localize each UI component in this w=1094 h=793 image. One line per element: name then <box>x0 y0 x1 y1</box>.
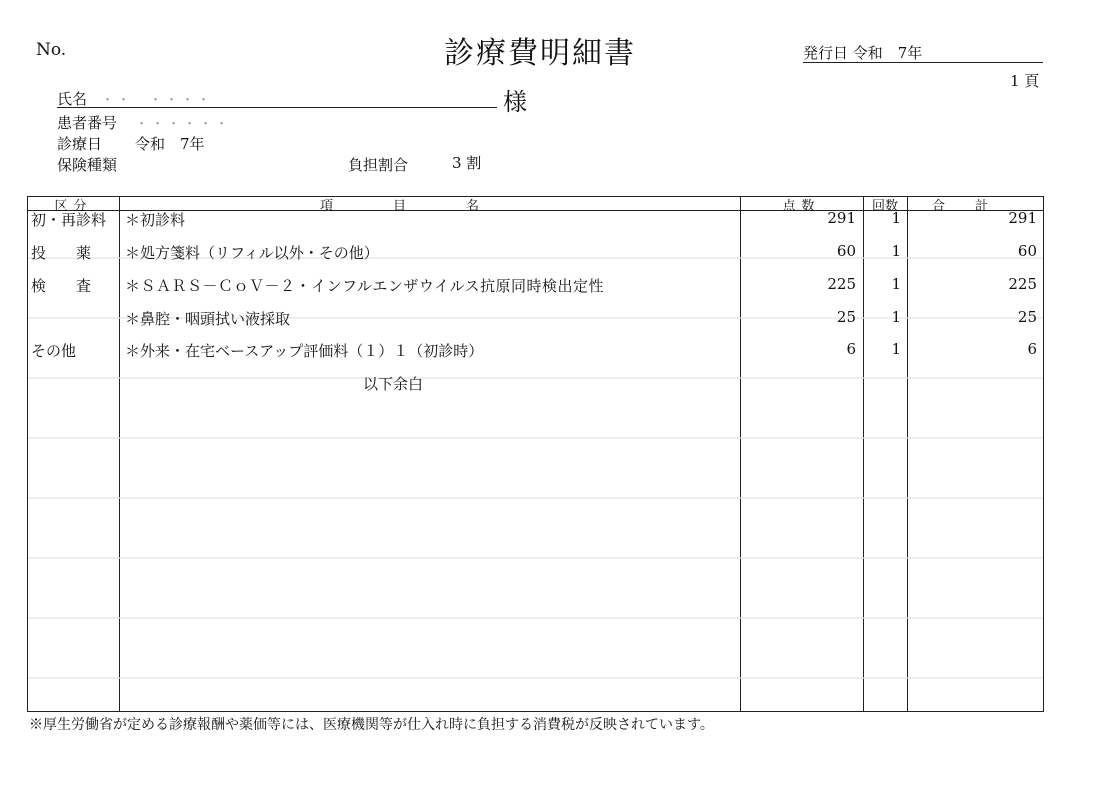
header-points: 点数 <box>782 199 821 214</box>
patient-name-label: 氏名 ・・ ・・・・ <box>57 90 214 108</box>
header-item: 項目名 <box>319 199 539 214</box>
row-total: 6 <box>1027 340 1037 358</box>
row-points: 225 <box>827 275 856 293</box>
insurance-type-label: 保険種類 <box>57 156 118 174</box>
row-points: 6 <box>846 340 856 358</box>
row-category: 検 査 <box>31 277 92 295</box>
burden-ratio-value: 3 割 <box>452 154 482 172</box>
header-category: 区分 <box>54 199 93 214</box>
row-count: 1 <box>891 275 901 293</box>
patient-id-label: 患者番号 <box>57 114 118 132</box>
table-row <box>28 308 1043 334</box>
row-item: ＊鼻腔・咽頭拭い液採取 <box>125 310 291 328</box>
row-points: 25 <box>836 308 856 326</box>
patient-id-value: ・・・・・・ <box>135 117 232 132</box>
burden-ratio-label: 負担割合 <box>348 156 409 174</box>
table-row <box>28 275 1043 301</box>
honorific: 様 <box>503 88 527 116</box>
row-count: 1 <box>891 242 901 260</box>
row-total: 60 <box>1017 242 1037 260</box>
visit-date-value: 令和 7年 <box>135 135 205 153</box>
patient-name-value: ・・ ・・・・ <box>101 93 214 108</box>
issue-date-underline <box>803 62 1043 63</box>
row-points: 60 <box>836 242 856 260</box>
row-category: 投 薬 <box>31 244 92 262</box>
header-count: 回数 <box>871 199 898 214</box>
document-number-label: No. <box>36 40 67 60</box>
page-number: 1 頁 <box>1010 72 1040 90</box>
row-count: 1 <box>891 308 901 326</box>
header-total: 合計 <box>931 199 1018 214</box>
visit-date-label: 診療日 <box>57 135 103 153</box>
statement-table <box>27 196 1044 712</box>
row-item: ＊外来・在宅ベースアップ評価料（１）１（初診時） <box>125 342 484 360</box>
row-total: 25 <box>1017 308 1037 326</box>
table-row <box>28 209 1043 235</box>
table-row <box>28 340 1043 366</box>
row-total: 291 <box>1008 209 1037 227</box>
table-row <box>28 242 1043 268</box>
row-category: 初・再診料 <box>31 211 107 229</box>
row-item: ＊初診料 <box>125 211 186 229</box>
patient-name-underline <box>57 107 497 108</box>
document-title: 診療費明細書 <box>444 36 636 71</box>
row-total: 225 <box>1008 275 1037 293</box>
remarks-blank-below: 以下余白 <box>363 375 424 393</box>
row-item: ＊ＳＡＲＳ－ＣｏＶ－２・インフルエンザウイルス抗原同時検出定性 <box>125 277 605 295</box>
row-count: 1 <box>891 340 901 358</box>
tax-footnote: ※厚生労働省が定める診療報酬や薬価等には、医療機関等が仕入れ時に負担する消費税が反映されています。 <box>29 717 714 733</box>
row-count: 1 <box>891 209 901 227</box>
row-points: 291 <box>827 209 856 227</box>
issue-date: 発行日 令和 7年 <box>803 44 923 62</box>
row-category: その他 <box>31 342 77 360</box>
row-item: ＊処方箋料（リフィル以外・その他） <box>125 244 379 262</box>
